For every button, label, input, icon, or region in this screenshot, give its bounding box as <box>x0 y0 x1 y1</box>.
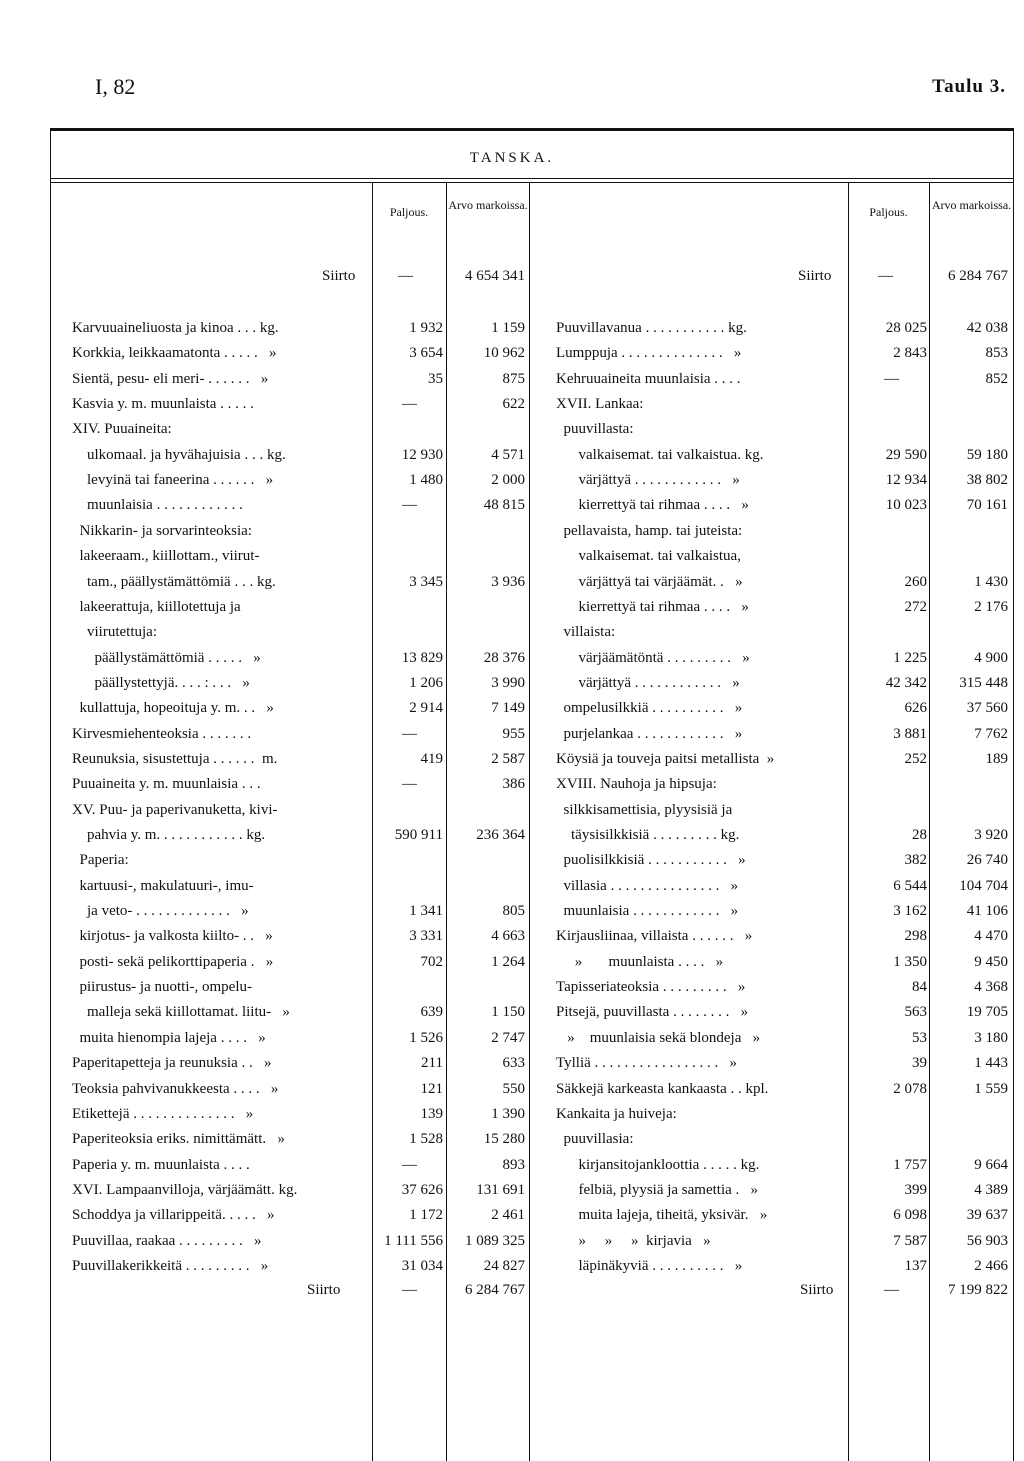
row-value: 7 149 <box>491 700 525 717</box>
carry-in-right-value: 6 284 767 <box>948 268 1008 284</box>
row-quantity: 3 881 <box>893 725 927 742</box>
row-label: Puuaineita y. m. muunlaisia . . . <box>72 776 261 793</box>
table-row <box>0 316 1024 341</box>
row-label: kierrettyä tai rihmaa . . . . » <box>556 497 749 514</box>
row-label: Sientä, pesu- eli meri- . . . . . . » <box>72 370 269 387</box>
row-value: 1 089 325 <box>465 1232 525 1249</box>
row-label: XIV. Puuaineita: <box>72 421 172 438</box>
row-value: 4 470 <box>974 928 1008 945</box>
row-label: puuvillasta: <box>556 421 634 438</box>
table-row <box>0 367 1024 392</box>
row-label: värjättyä . . . . . . . . . . . . » <box>556 472 740 489</box>
row-label: värjättyä tai värjäämät. . » <box>556 573 743 590</box>
row-quantity: 1 757 <box>893 1156 927 1173</box>
table-row <box>0 950 1024 975</box>
row-value: 131 691 <box>476 1181 525 1198</box>
row-quantity: 28 <box>912 827 927 843</box>
table-row <box>0 1127 1024 1152</box>
row-value: 38 802 <box>966 472 1008 489</box>
row-label: täysisilkkisiä . . . . . . . . . kg. <box>556 827 740 843</box>
row-quantity: 2 078 <box>893 1080 927 1097</box>
double-rule-lower <box>50 182 1014 183</box>
table-row <box>0 874 1024 899</box>
row-value: 9 664 <box>974 1156 1008 1173</box>
row-quantity: 252 <box>904 750 927 767</box>
row-label: ja veto- . . . . . . . . . . . . . » <box>72 903 249 920</box>
row-label: felbiä, plyysiä ja samettia . » <box>556 1181 759 1198</box>
row-quantity: 272 <box>904 598 927 615</box>
row-value: 19 705 <box>966 1004 1008 1021</box>
row-label: villaista: <box>556 624 616 641</box>
row-label: Teoksia pahvivanukkeesta . . . . » <box>72 1080 279 1097</box>
row-quantity: 6 544 <box>893 877 927 894</box>
row-value: 10 962 <box>483 345 525 362</box>
row-quantity: 1 480 <box>409 472 443 489</box>
row-quantity: 6 098 <box>893 1207 927 1224</box>
row-quantity: 139 <box>420 1105 443 1122</box>
row-label: läpinäkyviä . . . . . . . . . . » <box>556 1257 743 1274</box>
row-value: 24 827 <box>483 1257 525 1274</box>
row-label: valkaisemat. tai valkaistua. kg. <box>556 446 764 463</box>
row-label: Puuvillavanua . . . . . . . . . . . kg. <box>556 320 747 336</box>
row-label: lakeeraam., kiillottam., viirut- <box>72 548 260 565</box>
carry-in-right-quantity: — <box>878 268 893 284</box>
row-label: ompelusilkkiä . . . . . . . . . . » <box>556 700 743 717</box>
table-row <box>0 848 1024 873</box>
row-label: Korkkia, leikkaamatonta . . . . . » <box>72 345 277 362</box>
row-label: » muunlaista . . . . » <box>556 953 724 970</box>
row-quantity: 2 843 <box>893 345 927 362</box>
table-row <box>0 646 1024 671</box>
row-label: värjäämätöntä . . . . . . . . . » <box>556 649 750 666</box>
table-row <box>0 975 1024 1000</box>
row-quantity: 3 654 <box>409 345 443 362</box>
carry-in-left-quantity: — <box>398 268 413 284</box>
row-label: Lumppuja . . . . . . . . . . . . . . » <box>556 345 742 362</box>
row-label: muunlaisia . . . . . . . . . . . . <box>72 497 243 514</box>
table-row <box>0 671 1024 696</box>
table-row <box>0 519 1024 544</box>
row-value: 2 747 <box>491 1029 525 1046</box>
row-quantity: 1 206 <box>409 674 443 691</box>
row-quantity: 137 <box>904 1257 927 1274</box>
row-label: Puuvillakerikkeitä . . . . . . . . . » <box>72 1257 269 1274</box>
row-value: 3 920 <box>974 827 1008 843</box>
row-value: 853 <box>985 345 1008 362</box>
row-value: 48 815 <box>483 497 525 514</box>
row-label: pellavaista, hamp. tai juteista: <box>556 522 743 539</box>
row-label: Nikkarin- ja sorvarinteoksia: <box>72 522 252 539</box>
row-label: XVII. Lankaa: <box>556 396 644 413</box>
row-value: 1 390 <box>491 1105 525 1122</box>
table-row <box>0 620 1024 645</box>
row-value: 3 180 <box>974 1029 1008 1046</box>
table-row <box>0 1077 1024 1102</box>
table-row <box>0 899 1024 924</box>
table-row <box>0 544 1024 569</box>
row-quantity: 2 914 <box>409 700 443 717</box>
row-quantity: 211 <box>421 1055 443 1072</box>
row-value: 1 430 <box>974 573 1008 590</box>
row-label: silkkisamettisia, plyysisiä ja <box>556 801 733 818</box>
table-row <box>0 747 1024 772</box>
row-quantity: 1 225 <box>893 649 927 666</box>
row-quantity: 10 023 <box>885 497 927 514</box>
table-row <box>0 798 1024 823</box>
row-value: 4 389 <box>974 1181 1008 1198</box>
header-right-value: Arvo markoissa. <box>931 198 1012 212</box>
row-value: 622 <box>502 396 525 413</box>
row-quantity: 298 <box>904 928 927 945</box>
row-label: Säkkejä karkeasta kankaasta . . kpl. <box>556 1080 769 1097</box>
row-label: XVI. Lampaanvilloja, värjäämätt. kg. <box>72 1181 298 1198</box>
row-label: purjelankaa . . . . . . . . . . . . » <box>556 725 743 742</box>
row-value: 236 364 <box>476 827 525 843</box>
row-label: piirustus- ja nuotti-, ompelu- <box>72 979 252 996</box>
row-label: villasia . . . . . . . . . . . . . . . » <box>556 877 739 894</box>
row-value: 1 559 <box>974 1080 1008 1097</box>
row-label: Puuvillaa, raakaa . . . . . . . . . » <box>72 1232 262 1249</box>
row-value: 1 264 <box>491 953 525 970</box>
carry-out-left-value: 6 284 767 <box>465 1282 525 1298</box>
row-label: valkaisemat. tai valkaistua, <box>556 548 741 565</box>
row-label: levyinä tai faneerina . . . . . . » <box>72 472 274 489</box>
table-title: Taulu 3. <box>932 76 1006 97</box>
row-quantity: 399 <box>904 1181 927 1198</box>
double-rule-upper <box>50 178 1014 179</box>
row-label: Paperitapetteja ja reunuksia . . » <box>72 1055 272 1072</box>
row-value: 3 990 <box>491 674 525 691</box>
carry-out-left-label: Siirto <box>307 1282 341 1298</box>
row-quantity: 563 <box>904 1004 927 1021</box>
row-label: pahvia y. m. . . . . . . . . . . . kg. <box>72 827 266 843</box>
row-quantity: 1 526 <box>409 1029 443 1046</box>
row-label: Etikettejä . . . . . . . . . . . . . . » <box>72 1105 254 1122</box>
header-left-quantity: Paljous. <box>389 205 429 219</box>
row-value: 56 903 <box>966 1232 1008 1249</box>
table-row <box>0 392 1024 417</box>
row-quantity: 12 934 <box>885 472 927 489</box>
row-label: Schoddya ja villarippeitä. . . . . » <box>72 1207 275 1224</box>
row-label: muita hienompia lajeja . . . . » <box>72 1029 266 1046</box>
row-label: muita lajeja, tiheitä, yksivär. » <box>556 1207 768 1224</box>
row-quantity: 1 932 <box>409 320 443 336</box>
row-value: 1 443 <box>974 1055 1008 1072</box>
row-quantity: 37 626 <box>401 1181 443 1198</box>
header-left-value: Arvo markoissa. <box>448 198 528 212</box>
row-label: Paperia y. m. muunlaista . . . . <box>72 1156 250 1173</box>
row-value: 7 762 <box>974 725 1008 742</box>
row-value: 2 176 <box>974 598 1008 615</box>
row-label: kirjansitojankloottia . . . . . kg. <box>556 1156 760 1173</box>
row-label: XVIII. Nauhoja ja hipsuja: <box>556 776 717 793</box>
carry-in-left-label: Siirto <box>322 268 356 284</box>
row-label: Kasvia y. m. muunlaista . . . . . <box>72 396 254 413</box>
row-label: viirutettuja: <box>72 624 157 641</box>
row-value: 41 106 <box>966 903 1008 920</box>
row-value: 315 448 <box>959 674 1008 691</box>
country-title: TANSKA. <box>469 150 555 166</box>
table-row <box>0 1026 1024 1051</box>
row-quantity: 702 <box>420 953 443 970</box>
row-label: kirjotus- ja valkosta kiilto- . . » <box>72 928 273 945</box>
table-row <box>0 823 1024 848</box>
row-value: 386 <box>502 776 525 793</box>
top-rule <box>50 128 1014 131</box>
row-value: 37 560 <box>966 700 1008 717</box>
row-label: Köysiä ja touveja paitsi metallista » <box>556 750 775 767</box>
row-value: 4 663 <box>491 928 525 945</box>
table-row <box>0 722 1024 747</box>
row-quantity: 42 342 <box>885 674 927 691</box>
row-value: 1 150 <box>491 1004 525 1021</box>
row-quantity: 260 <box>904 573 927 590</box>
row-quantity: 639 <box>420 1004 443 1021</box>
row-value: 852 <box>985 370 1008 387</box>
row-value: 104 704 <box>959 877 1008 894</box>
row-quantity: 84 <box>912 979 927 996</box>
row-quantity: 1 172 <box>409 1207 443 1224</box>
row-quantity: 28 025 <box>885 320 927 336</box>
row-label: Kirjausliinaa, villaista . . . . . . » <box>556 928 753 945</box>
row-label: XV. Puu- ja paperivanuketta, kivi- <box>72 801 278 818</box>
row-label: tam., päällystämättömiä . . . kg. <box>72 573 276 590</box>
row-quantity: — <box>402 497 417 514</box>
table-row <box>0 772 1024 797</box>
carry-in-right-label: Siirto <box>798 268 832 284</box>
row-quantity: 31 034 <box>401 1257 443 1274</box>
row-label: Karvuuaineliuosta ja kinoa . . . kg. <box>72 320 279 336</box>
row-label: kierrettyä tai rihmaa . . . . » <box>556 598 749 615</box>
row-quantity: 3 162 <box>893 903 927 920</box>
row-value: 26 740 <box>966 852 1008 869</box>
row-value: 3 936 <box>491 573 525 590</box>
table-row <box>0 443 1024 468</box>
row-value: 59 180 <box>966 446 1008 463</box>
row-quantity: — <box>402 1156 417 1173</box>
row-quantity: 53 <box>912 1029 927 1046</box>
table-row <box>0 570 1024 595</box>
row-value: 2 587 <box>491 750 525 767</box>
row-label: posti- sekä pelikorttipaperia . » <box>72 953 274 970</box>
table-row <box>0 468 1024 493</box>
row-quantity: 3 345 <box>409 573 443 590</box>
row-quantity: 1 341 <box>409 903 443 920</box>
row-label: Pitsejä, puuvillasta . . . . . . . . » <box>556 1004 749 1021</box>
row-value: 70 161 <box>966 497 1008 514</box>
row-value: 955 <box>502 725 525 742</box>
carry-out-right-label: Siirto <box>800 1282 834 1298</box>
row-quantity: — <box>402 776 417 793</box>
row-quantity: — <box>884 370 899 387</box>
table-row <box>0 924 1024 949</box>
row-quantity: 39 <box>912 1055 927 1072</box>
row-label: ulkomaal. ja hyvähajuisia . . . kg. <box>72 446 286 463</box>
table-row <box>0 1203 1024 1228</box>
row-value: 2 461 <box>491 1207 525 1224</box>
row-value: 4 571 <box>491 446 525 463</box>
row-quantity: 12 930 <box>401 446 443 463</box>
table-row <box>0 1051 1024 1076</box>
row-label: Tylliä . . . . . . . . . . . . . . . . . » <box>556 1055 738 1072</box>
row-value: 2 466 <box>974 1257 1008 1274</box>
row-label: malleja sekä kiillottamat. liitu- » <box>72 1004 290 1021</box>
row-label: » » » kirjavia » <box>556 1232 711 1249</box>
table-row <box>0 417 1024 442</box>
table-row <box>0 1178 1024 1203</box>
table-row <box>0 1153 1024 1178</box>
page-header <box>95 74 1006 104</box>
row-quantity: — <box>402 396 417 413</box>
row-value: 9 450 <box>974 953 1008 970</box>
row-quantity: 35 <box>428 370 443 387</box>
row-value: 28 376 <box>483 649 525 666</box>
row-value: 39 637 <box>966 1207 1008 1224</box>
row-label: kartuusi-, makulatuuri-, imu- <box>72 877 254 894</box>
row-label: puolisilkkisiä . . . . . . . . . . . » <box>556 852 746 869</box>
row-label: » muunlaisia sekä blondeja » <box>556 1029 761 1046</box>
row-value: 42 038 <box>966 320 1008 336</box>
row-value: 4 900 <box>974 649 1008 666</box>
row-value: 633 <box>502 1055 525 1072</box>
row-value: 2 000 <box>491 472 525 489</box>
row-quantity: 626 <box>904 700 927 717</box>
page-number: I, 82 <box>95 74 136 99</box>
row-value: 893 <box>502 1156 525 1173</box>
row-value: 15 280 <box>483 1131 525 1148</box>
header-right-quantity: Paljous. <box>869 205 908 219</box>
row-quantity: 1 111 556 <box>384 1232 443 1249</box>
table-row <box>0 341 1024 366</box>
row-quantity: 3 331 <box>409 928 443 945</box>
carry-out-left-quantity: — <box>402 1282 417 1298</box>
row-label: lakeerattuja, kiillotettuja ja <box>72 598 241 615</box>
table-row <box>0 1102 1024 1127</box>
carry-out-right-quantity: — <box>884 1282 899 1298</box>
row-label: Paperiteoksia eriks. nimittämätt. » <box>72 1131 285 1148</box>
row-label: Kehruuaineita muunlaisia . . . . <box>556 370 741 387</box>
table-row <box>0 1254 1024 1279</box>
row-label: muunlaisia . . . . . . . . . . . . » <box>556 903 739 920</box>
row-value: 189 <box>985 750 1008 767</box>
row-label: puuvillasia: <box>556 1131 634 1148</box>
row-quantity: 13 829 <box>401 649 443 666</box>
row-label: Tapisseriateoksia . . . . . . . . . » <box>556 979 746 996</box>
row-quantity: 419 <box>420 750 443 767</box>
row-label: päällystettyjä. . . . : . . . » <box>72 674 250 691</box>
table-row <box>0 696 1024 721</box>
row-value: 550 <box>502 1080 525 1097</box>
row-value: 805 <box>502 903 525 920</box>
row-label: kullattuja, hopeoituja y. m. . . » <box>72 700 274 717</box>
row-value: 875 <box>502 370 525 387</box>
row-label: Kankaita ja huiveja: <box>556 1105 677 1122</box>
row-quantity: 121 <box>420 1080 443 1097</box>
row-label: Kirvesmiehenteoksia . . . . . . . <box>72 725 252 742</box>
row-quantity: 382 <box>904 852 927 869</box>
row-quantity: — <box>402 725 417 742</box>
row-quantity: 1 350 <box>893 953 927 970</box>
row-value: 4 368 <box>974 979 1008 996</box>
table-row <box>0 595 1024 620</box>
carry-out-right-value: 7 199 822 <box>948 1282 1008 1298</box>
row-quantity: 590 911 <box>394 827 443 843</box>
table-row <box>0 493 1024 518</box>
row-quantity: 1 528 <box>409 1131 443 1148</box>
row-quantity: 29 590 <box>885 446 927 463</box>
table-row <box>0 1229 1024 1254</box>
row-label: Reunuksia, sisustettuja . . . . . . m. <box>72 750 278 767</box>
table-row <box>0 1000 1024 1025</box>
row-label: Paperia: <box>72 852 129 869</box>
row-quantity: 7 587 <box>893 1232 927 1249</box>
carry-in-left-value: 4 654 341 <box>465 268 525 284</box>
row-label: värjättyä . . . . . . . . . . . . » <box>556 674 740 691</box>
row-value: 1 159 <box>491 320 525 336</box>
row-label: päällystämättömiä . . . . . » <box>72 649 261 666</box>
